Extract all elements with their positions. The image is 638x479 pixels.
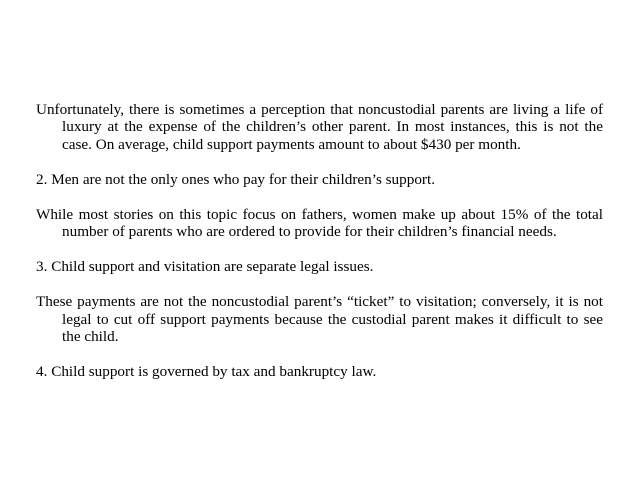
slide-body bbox=[36, 101, 603, 398]
heading-point-4: 4. Child support is governed by tax and bankruptcy law. bbox=[36, 363, 377, 381]
paragraph-perception: Unfortunately, there is sometimes a perception that noncustodial parents are living a life of luxury at the expense of the children’s other parent. In most instances, this is not the case. On average, child support payments amount to about $430 per month. bbox=[36, 101, 603, 153]
paragraph-women-support: While most stories on this topic focus on fathers, women make up about 15% of the total number of parents who are ordered to provide for their children’s financial needs. bbox=[36, 205, 603, 241]
paragraph-visitation: These payments are not the noncustodial parent’s “ticket” to visitation; conversely, it is not legal to cut off support payments because the custodial parent makes it difficult to see the child. bbox=[36, 293, 603, 346]
heading-point-3: 3. Child support and visitation are separate legal issues. bbox=[36, 258, 374, 276]
heading-point-2: 2. Men are not the only ones who pay for their children’s support. bbox=[36, 170, 436, 188]
